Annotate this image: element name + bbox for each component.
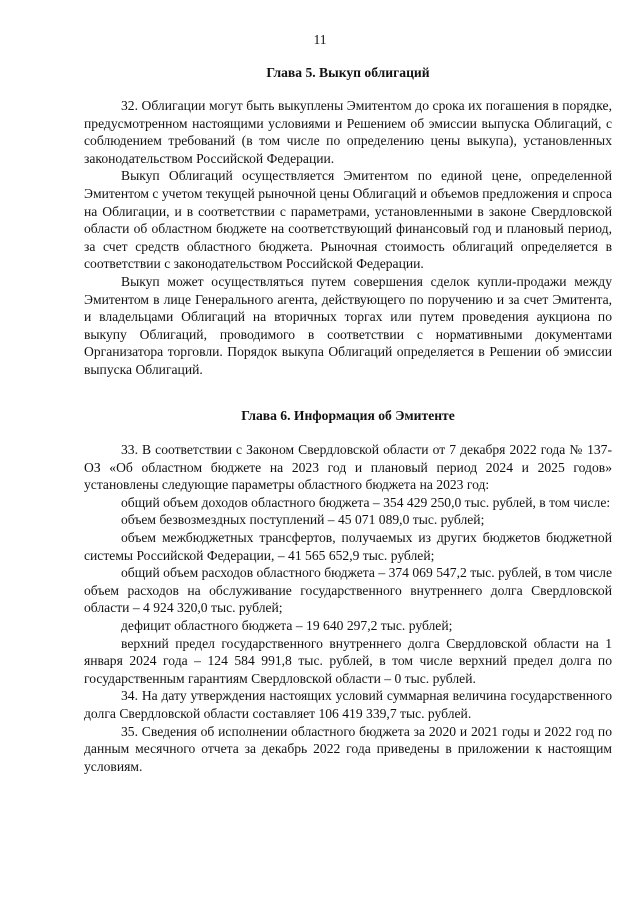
paragraph-gratuitous-receipts: объем безвозмездных поступлений – 45 071 089,0 тыс. рублей; xyxy=(121,512,485,528)
paragraph-32: 32. Облигации могут быть выкуплены Эмитентом до срока их погашения в порядке, предусмотренном настоящими условиями и Решением об эмиссии выпуска Облигаций, с соблюдением требований (в том числе по определению цены выкупа), установленных законодательством Российской Федерации. xyxy=(84,98,612,166)
paragraph-buyback-method: Выкуп может осуществляться путем совершения сделок купли-продажи между Эмитентом в лице Генерального агента, действующего по поручению и за счет Эмитента, и владельцами Облигаций на вторичных торгах или путем проведения аукциона по выкупу Облигаций, проводимого в соответствии с нормативными документами Организатора торговли. Порядок выкупа Облигаций определяется в Решении об эмиссии выпуска Облигаций. xyxy=(84,273,612,377)
paragraph-34: 34. На дату утверждения настоящих условий суммарная величина государственного долга Свердловской области составляет 106 419 339,7 тыс. рублей. xyxy=(84,688,612,721)
paragraph-debt-upper-limit: верхний предел государственного внутреннего долга Свердловской области на 1 января 2024 года – 124 584 991,8 тыс. рублей, в том числе верхний предел долга по государственным гарантиям Свердловской области – 0 тыс. рублей. xyxy=(84,635,612,686)
paragraph-deficit: дефицит областного бюджета – 19 640 297,2 тыс. рублей; xyxy=(121,617,453,633)
chapter-5-body xyxy=(84,97,612,379)
paragraph-total-expenditure: общий объем расходов областного бюджета – 374 069 547,2 тыс. рублей, в том числе объем расходов на обслуживание государственного внутреннего долга Свердловской области – 4 924 320,0 тыс. рублей; xyxy=(84,565,612,616)
chapter-6-body xyxy=(84,441,612,775)
paragraph-33: 33. В соответствии с Законом Свердловской области от 7 декабря 2022 года № 137-ОЗ «Об областном бюджете на 2023 год и плановый период 2024 и 2025 годов» установлены следующие параметры областного бюджета на 2023 год: xyxy=(84,442,612,493)
chapter-5-title: Глава 5. Выкуп облигаций xyxy=(266,65,430,80)
paragraph-total-revenue: общий объем доходов областного бюджета – 354 429 250,0 тыс. рублей, в том числе: xyxy=(121,494,611,510)
page-number: 11 xyxy=(313,32,327,47)
paragraph-buyback-price: Выкуп Облигаций осуществляется Эмитентом по единой цене, определенной Эмитентом с учетом текущей рыночной цены Облигаций и объемов предложения и спроса на Облигации, и в соответствии с параметрами, установленными в законе Свердловской области об областном бюджете на соответствующий финансовый год и плановый период, за счет средств областного бюджета. Рыночная стоимость облигаций определяется в соответствии с законодательством Российской Федерации. xyxy=(84,168,612,272)
chapter-6-title: Глава 6. Информация об Эмитенте xyxy=(241,408,455,423)
paragraph-interbudget-transfers: объем межбюджетных трансфертов, получаемых из других бюджетов бюджетной системы Российской Федерации, – 41 565 652,9 тыс. рублей; xyxy=(84,529,612,563)
paragraph-35: 35. Сведения об исполнении областного бюджета за 2020 и 2021 годы и 2022 год по данным месячного отчета за декабрь 2022 года приведены в приложении к настоящим условиям. xyxy=(84,723,612,774)
